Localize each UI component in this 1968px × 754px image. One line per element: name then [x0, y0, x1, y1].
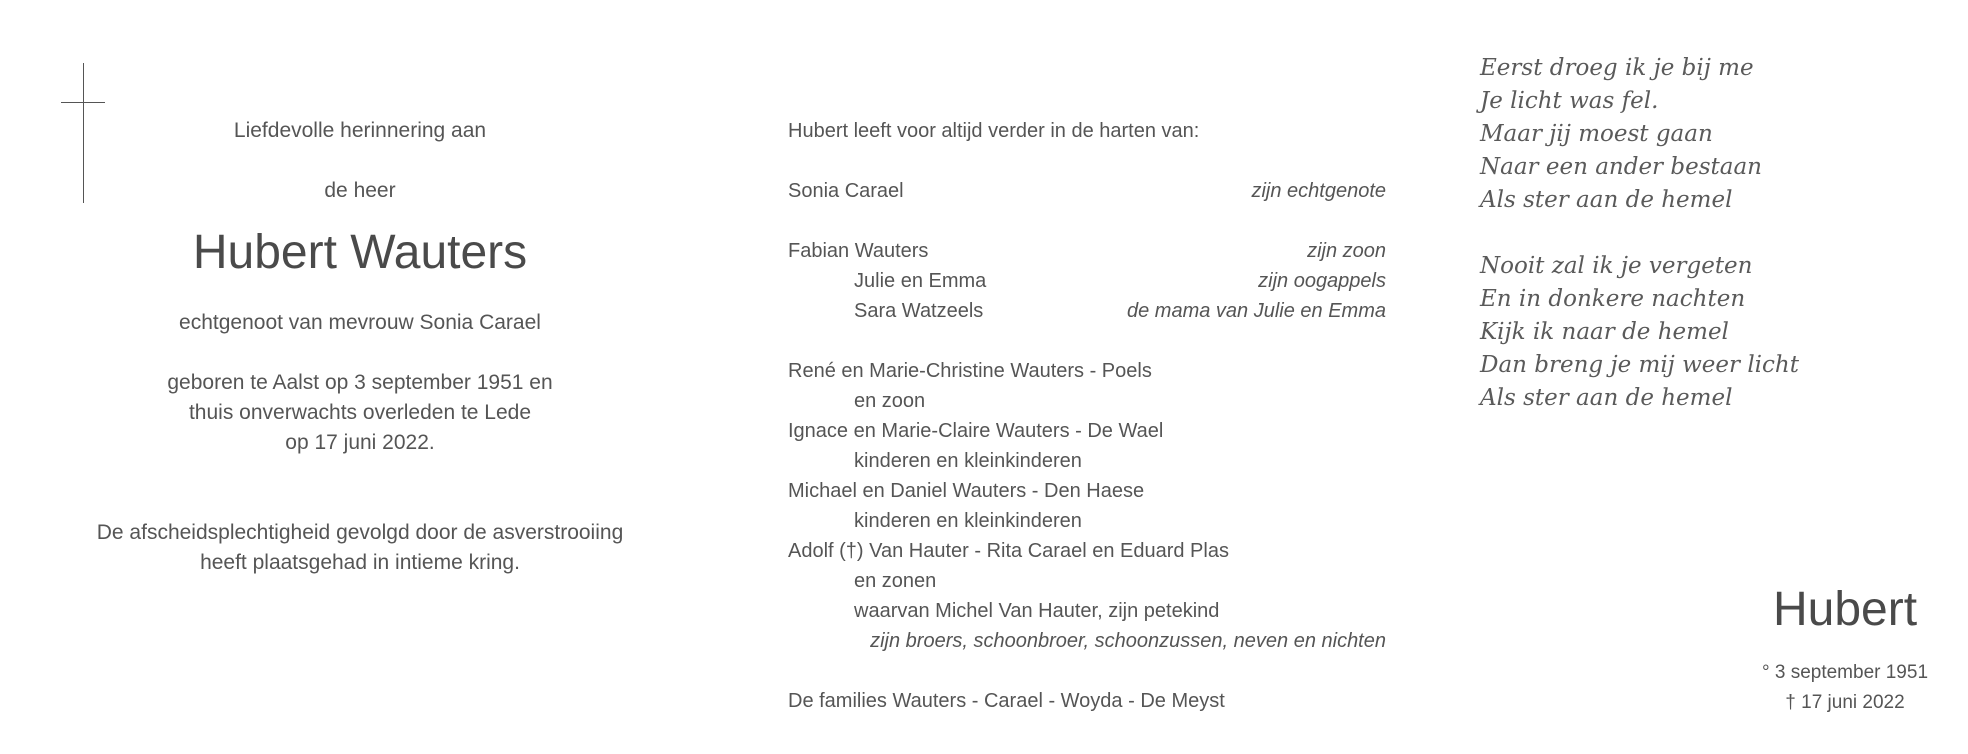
born-line-3: op 17 juni 2022. [285, 431, 435, 454]
family-row [788, 476, 1386, 506]
poem-line: Dan breng je mij weer licht [1480, 352, 1799, 378]
family-row [788, 176, 1386, 206]
family-row [788, 686, 1386, 716]
family-member: René en Marie-Christine Wauters - Poels [788, 360, 1152, 382]
family-row [788, 506, 1386, 536]
family-member: Ignace en Marie-Claire Wauters - De Wael [788, 420, 1164, 442]
spouse-text: echtgenoot van mevrouw Sonia Carael [179, 311, 541, 334]
family-row [788, 446, 1386, 476]
poem-line: Kijk ik naar de hemel [1480, 319, 1729, 345]
family-relation: zijn zoon [1307, 240, 1386, 262]
family-row [788, 416, 1386, 446]
extended-family: zijn broers, schoonbroer, schoonzussen, neven en nichten [870, 630, 1386, 652]
family-row [788, 386, 1386, 416]
family-member: en zonen [854, 570, 937, 592]
family-row [788, 626, 1386, 656]
family-member: kinderen en kleinkinderen [854, 450, 1082, 472]
family-member: Michael en Daniel Wauters - Den Haese [788, 480, 1145, 502]
family-member: Fabian Wauters [788, 240, 929, 262]
farewell-line-1: De afscheidsplechtigheid gevolgd door de asverstrooiing [96, 521, 624, 544]
poem-line: Naar een ander bestaan [1480, 154, 1762, 180]
family-row [788, 536, 1386, 566]
family-row [788, 596, 1386, 626]
family-member: kinderen en kleinkinderen [854, 510, 1082, 532]
family-member: Sara Watzeels [854, 300, 984, 322]
died-date: † 17 juni 2022 [1785, 692, 1905, 713]
family-member: Adolf (†) Van Hauter - Rita Carael en Eduard Plas [788, 540, 1229, 562]
born-line-2: thuis onverwachts overleden te Lede [188, 401, 532, 424]
deceased-name: Hubert Wauters [192, 226, 528, 279]
farewell-line-2: heeft plaatsgehad in intieme kring. [200, 551, 520, 574]
poem-line: Nooit zal ik je vergeten [1480, 253, 1753, 279]
born-date: ° 3 september 1951 [1761, 662, 1929, 683]
family-relation: de mama van Julie en Emma [1126, 300, 1386, 322]
poem-line: Maar jij moest gaan [1480, 121, 1713, 147]
poem-line: Als ster aan de hemel [1480, 385, 1733, 411]
family-relation: zijn oogappels [1258, 270, 1386, 292]
family-relation: zijn echtgenote [1251, 180, 1386, 202]
family-heading: Hubert leeft voor altijd verder in de harten van: [788, 120, 1200, 142]
families-line: De families Wauters - Carael - Woyda - De Meyst [788, 690, 1225, 712]
cross-icon-horizontal [61, 102, 105, 103]
intro-text: Liefdevolle herinnering aan [233, 119, 487, 142]
title-text: de heer [324, 179, 396, 202]
first-name: Hubert [1772, 583, 1918, 636]
family-row [788, 356, 1386, 386]
poem-line: Je licht was fel. [1480, 88, 1659, 114]
poem-line: Eerst droeg ik je bij me [1480, 55, 1754, 81]
family-row [788, 236, 1386, 266]
family-member: Sonia Carael [788, 180, 904, 202]
poem-line: En in donkere nachten [1480, 286, 1746, 312]
family-member: Julie en Emma [854, 270, 987, 292]
family-row [788, 296, 1386, 326]
family-member: en zoon [854, 390, 926, 412]
poem-line: Als ster aan de hemel [1480, 187, 1733, 213]
family-row [788, 266, 1386, 296]
family-row [788, 566, 1386, 596]
family-member: waarvan Michel Van Hauter, zijn petekind [854, 600, 1220, 622]
born-line-1: geboren te Aalst op 3 september 1951 en [167, 371, 553, 394]
